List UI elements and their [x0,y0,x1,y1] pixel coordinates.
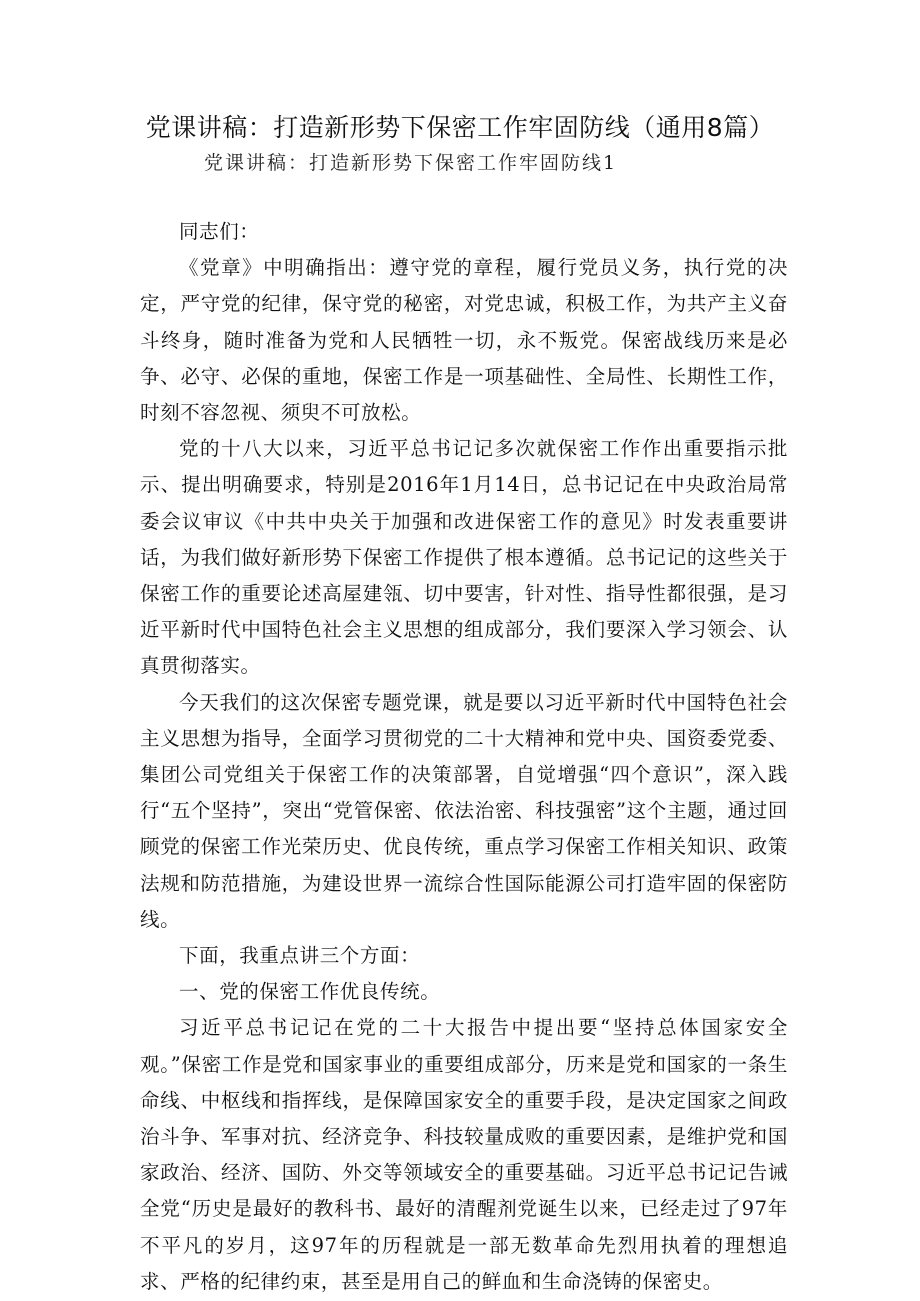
paragraph: 《党章》中明确指出：遵守党的章程，履行党员义务，执行党的决定，严守党的纪律，保守党的秘密，对党忠诚，积极工作，为共产主义奋斗终身，随时准备为党和人民牺牲一切，永不叛党。保密战线历来是必争、必守、必保的重地，保密工作是一项基础性、全局性、长期性工作，时刻不容忽视、须臾不可放松。 [140,256,788,425]
paragraph: 下面，我重点讲三个方面： [179,944,421,968]
section-heading: 一、党的保密工作优良传统。 [179,980,441,1004]
document-title: 党课讲稿：打造新形势下保密工作牢固防线（通用8篇） [145,113,775,142]
paragraph: 今天我们的这次保密专题党课，就是要以习近平新时代中国特色社会主义思想为指导，全面学习贯彻党的二十大精神和党中央、国资委党委、集团公司党组关于保密工作的决策部署，自觉增强“四个意识”，深入践行“五个坚持”，突出“党管保密、依法治密、科技强密”这个主题，通过回顾党的保密工作光荣历史、优良传统，重点学习保密工作相关知识、政策法规和防范措施，为建设世界一流综合性国际能源公司打造牢固的保密防线。 [140,690,788,931]
document-body [140,214,788,1300]
paragraph: 党的十八大以来，习近平总书记记多次就保密工作作出重要指示批示、提出明确要求，特别是2016年1月14日，总书记记在中央政治局常委会议审议《中共中央关于加强和改进保密工作的意见》时发表重要讲话，为我们做好新形势下保密工作提供了根本遵循。总书记记的这些关于保密工作的重要论述高屋建瓴、切中要害，针对性、指导性都很强，是习近平新时代中国特色社会主义思想的组成部分，我们要深入学习领会、认真贯彻落实。 [140,437,788,678]
document-subtitle: 党课讲稿：打造新形势下保密工作牢固防线1 [204,152,618,174]
paragraph-salutation: 同志们： [179,220,260,243]
paragraph: 习近平总书记记在党的二十大报告中提出要“坚持总体国家安全观。”保密工作是党和国家事业的重要组成部分，历来是党和国家的一条生命线、中枢线和指挥线，是保障国家安全的重要手段，是决定国家之间政治斗争、军事对抗、经济竞争、科技较量成败的重要因素，是维护党和国家政治、经济、国防、外交等领域安全的重要基础。习近平总书记记告诫全党“历史是最好的教科书、最好的清醒剂党诞生以来，已经走过了97年不平凡的岁月，这97年的历程就是一部无数革命先烈用执着的理想追求、严格的纪律约束，甚至是用自己的鲜血和生命浇铸的保密史。 [140,1016,788,1293]
